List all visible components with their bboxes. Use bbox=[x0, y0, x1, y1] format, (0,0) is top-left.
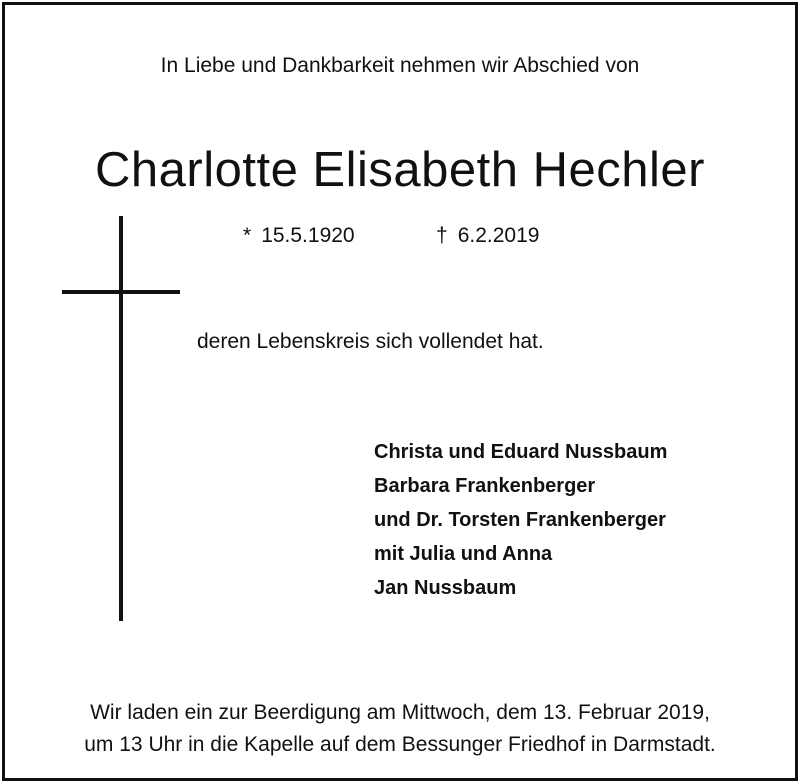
deceased-name: Charlotte Elisabeth Hechler bbox=[95, 143, 705, 197]
birth-date-group bbox=[243, 222, 355, 250]
family-line: Barbara Frankenberger bbox=[374, 475, 596, 497]
footer-line: um 13 Uhr in die Kapelle auf dem Bessunger Friedhof in Darmstadt. bbox=[84, 733, 716, 756]
family-line: Jan Nussbaum bbox=[374, 577, 517, 599]
death-date-group bbox=[436, 222, 539, 250]
death-date: 6.2.2019 bbox=[457, 224, 540, 247]
cross-vertical-bar bbox=[119, 216, 123, 621]
funeral-invitation bbox=[0, 697, 800, 761]
family-line: und Dr. Torsten Frankenberger bbox=[374, 509, 666, 531]
footer-line: Wir laden ein zur Beerdigung am Mittwoch, dem 13. Februar 2019, bbox=[90, 701, 710, 724]
family-list bbox=[374, 435, 667, 605]
family-line: mit Julia und Anna bbox=[374, 543, 553, 565]
family-line: Christa und Eduard Nussbaum bbox=[374, 441, 668, 463]
cross-horizontal-bar bbox=[62, 290, 180, 294]
intro-text: In Liebe und Dankbarkeit nehmen wir Abschied von bbox=[160, 54, 640, 77]
subline-text: deren Lebenskreis sich vollendet hat. bbox=[197, 330, 544, 353]
birth-date: 15.5.1920 bbox=[261, 224, 355, 247]
death-symbol: † bbox=[436, 224, 448, 247]
birth-symbol: * bbox=[243, 224, 252, 247]
